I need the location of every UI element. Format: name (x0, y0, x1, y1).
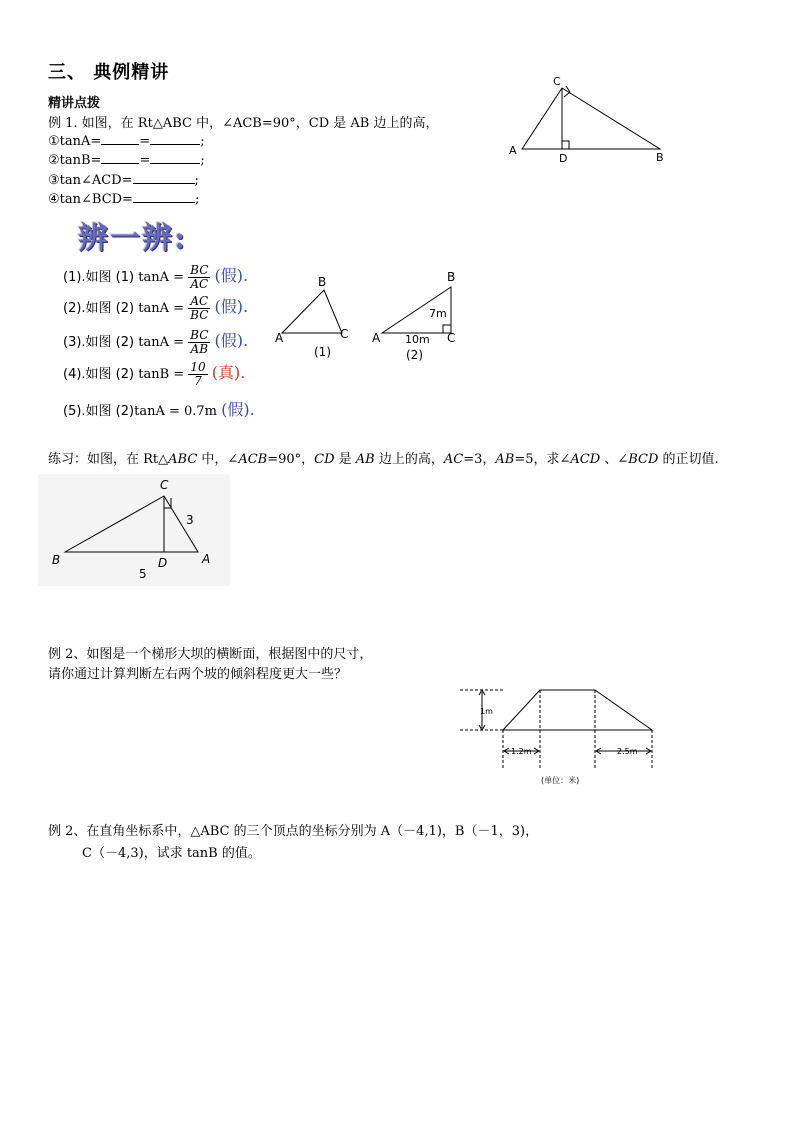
dam-height-label: 1m (480, 707, 493, 716)
example3-line2: C（－4,3)，试求 tanB 的值。 (82, 846, 261, 861)
label-d: D (559, 152, 568, 165)
banner-title: 辨一辨: (78, 221, 188, 256)
fig2-label-a1: A (275, 331, 284, 345)
judge-item-2: (2).如图 (2) tanA = $\frac{AC}{BC}$ (假). (63, 294, 249, 322)
figure-practice-triangle (38, 474, 230, 586)
fig3-side-5: 5 (139, 567, 147, 581)
example2-line2: 请你通过计算判断左右两个坡的倾斜程度更大一些？ (48, 667, 348, 682)
label-b: B (656, 151, 664, 164)
judge-item-4: (4).如图 (2) tanB = $\frac{10}{7}$ (真). (63, 360, 246, 388)
example1-q4: ④tan∠BCD= ; (48, 192, 200, 207)
label-a: A (509, 144, 517, 157)
fig2-caption-2: (2) (406, 348, 423, 362)
fig3-label-a: A (202, 552, 211, 566)
fig2-label-b1: B (318, 275, 327, 289)
fig3-label-b: B (52, 553, 61, 567)
example1-intro: 例 1. 如图，在 Rt△ABC 中，∠ACB=90°，CD 是 AB 边上的高， (48, 116, 439, 131)
label-c: C (553, 75, 561, 88)
fig2-label-a2: A (372, 331, 381, 345)
fig2-label-b2: B (447, 270, 456, 284)
subtitle: 精讲点拨 (48, 96, 101, 111)
example2-line1: 例 2、如图是一个梯形大坝的横断面，根据图中的尺寸， (48, 647, 373, 662)
figure-triangle-abc (500, 70, 680, 170)
figure-dam-cross-section (455, 680, 665, 790)
figure-judge-triangles (270, 265, 470, 365)
judge-item-5: (5).如图 (2)tanA = 0.7m (假). (63, 400, 255, 419)
dam-left-label: 1.2m (511, 747, 532, 756)
section-title: 三、 典例精讲 (48, 62, 170, 83)
fig2-label-c1: C (340, 327, 349, 341)
example3-line1: 例 2、在直角坐标系中，△ABC 的三个顶点的坐标分别为 A（－4,1)，B（－1，3)， (48, 824, 539, 839)
example1-q3: ③tan∠ACD= ; (48, 173, 199, 188)
dam-unit-label: (单位：米) (541, 776, 580, 785)
dam-right-label: 2.5m (617, 747, 638, 756)
practice-question: 练习：如图，在 Rt△ABC 中，∠ACB=90°，CD 是 AB 边上的高，AC=3，AB=5，求∠ACD 、∠BCD 的正切值. (48, 452, 719, 467)
fig2-side-10m: 10m (405, 333, 430, 346)
example1-q2: ②tanB= = ; (48, 153, 205, 168)
fig2-side-7m: 7m (429, 307, 447, 320)
judge-item-3: (3).如图 (2) tanA = $\frac{BC}{AB}$ (假). (63, 328, 249, 356)
fig2-caption-1: (1) (314, 345, 331, 359)
example1-q1: ①tanA= = ; (48, 134, 205, 149)
judge-item-1: (1).如图 (1) tanA = $\frac{BC}{AC}$ (假). (63, 263, 249, 291)
fig2-label-c2: C (447, 331, 456, 345)
fig3-side-3: 3 (186, 513, 194, 527)
fig3-label-d: D (158, 556, 168, 570)
fig3-label-c: C (160, 478, 169, 492)
